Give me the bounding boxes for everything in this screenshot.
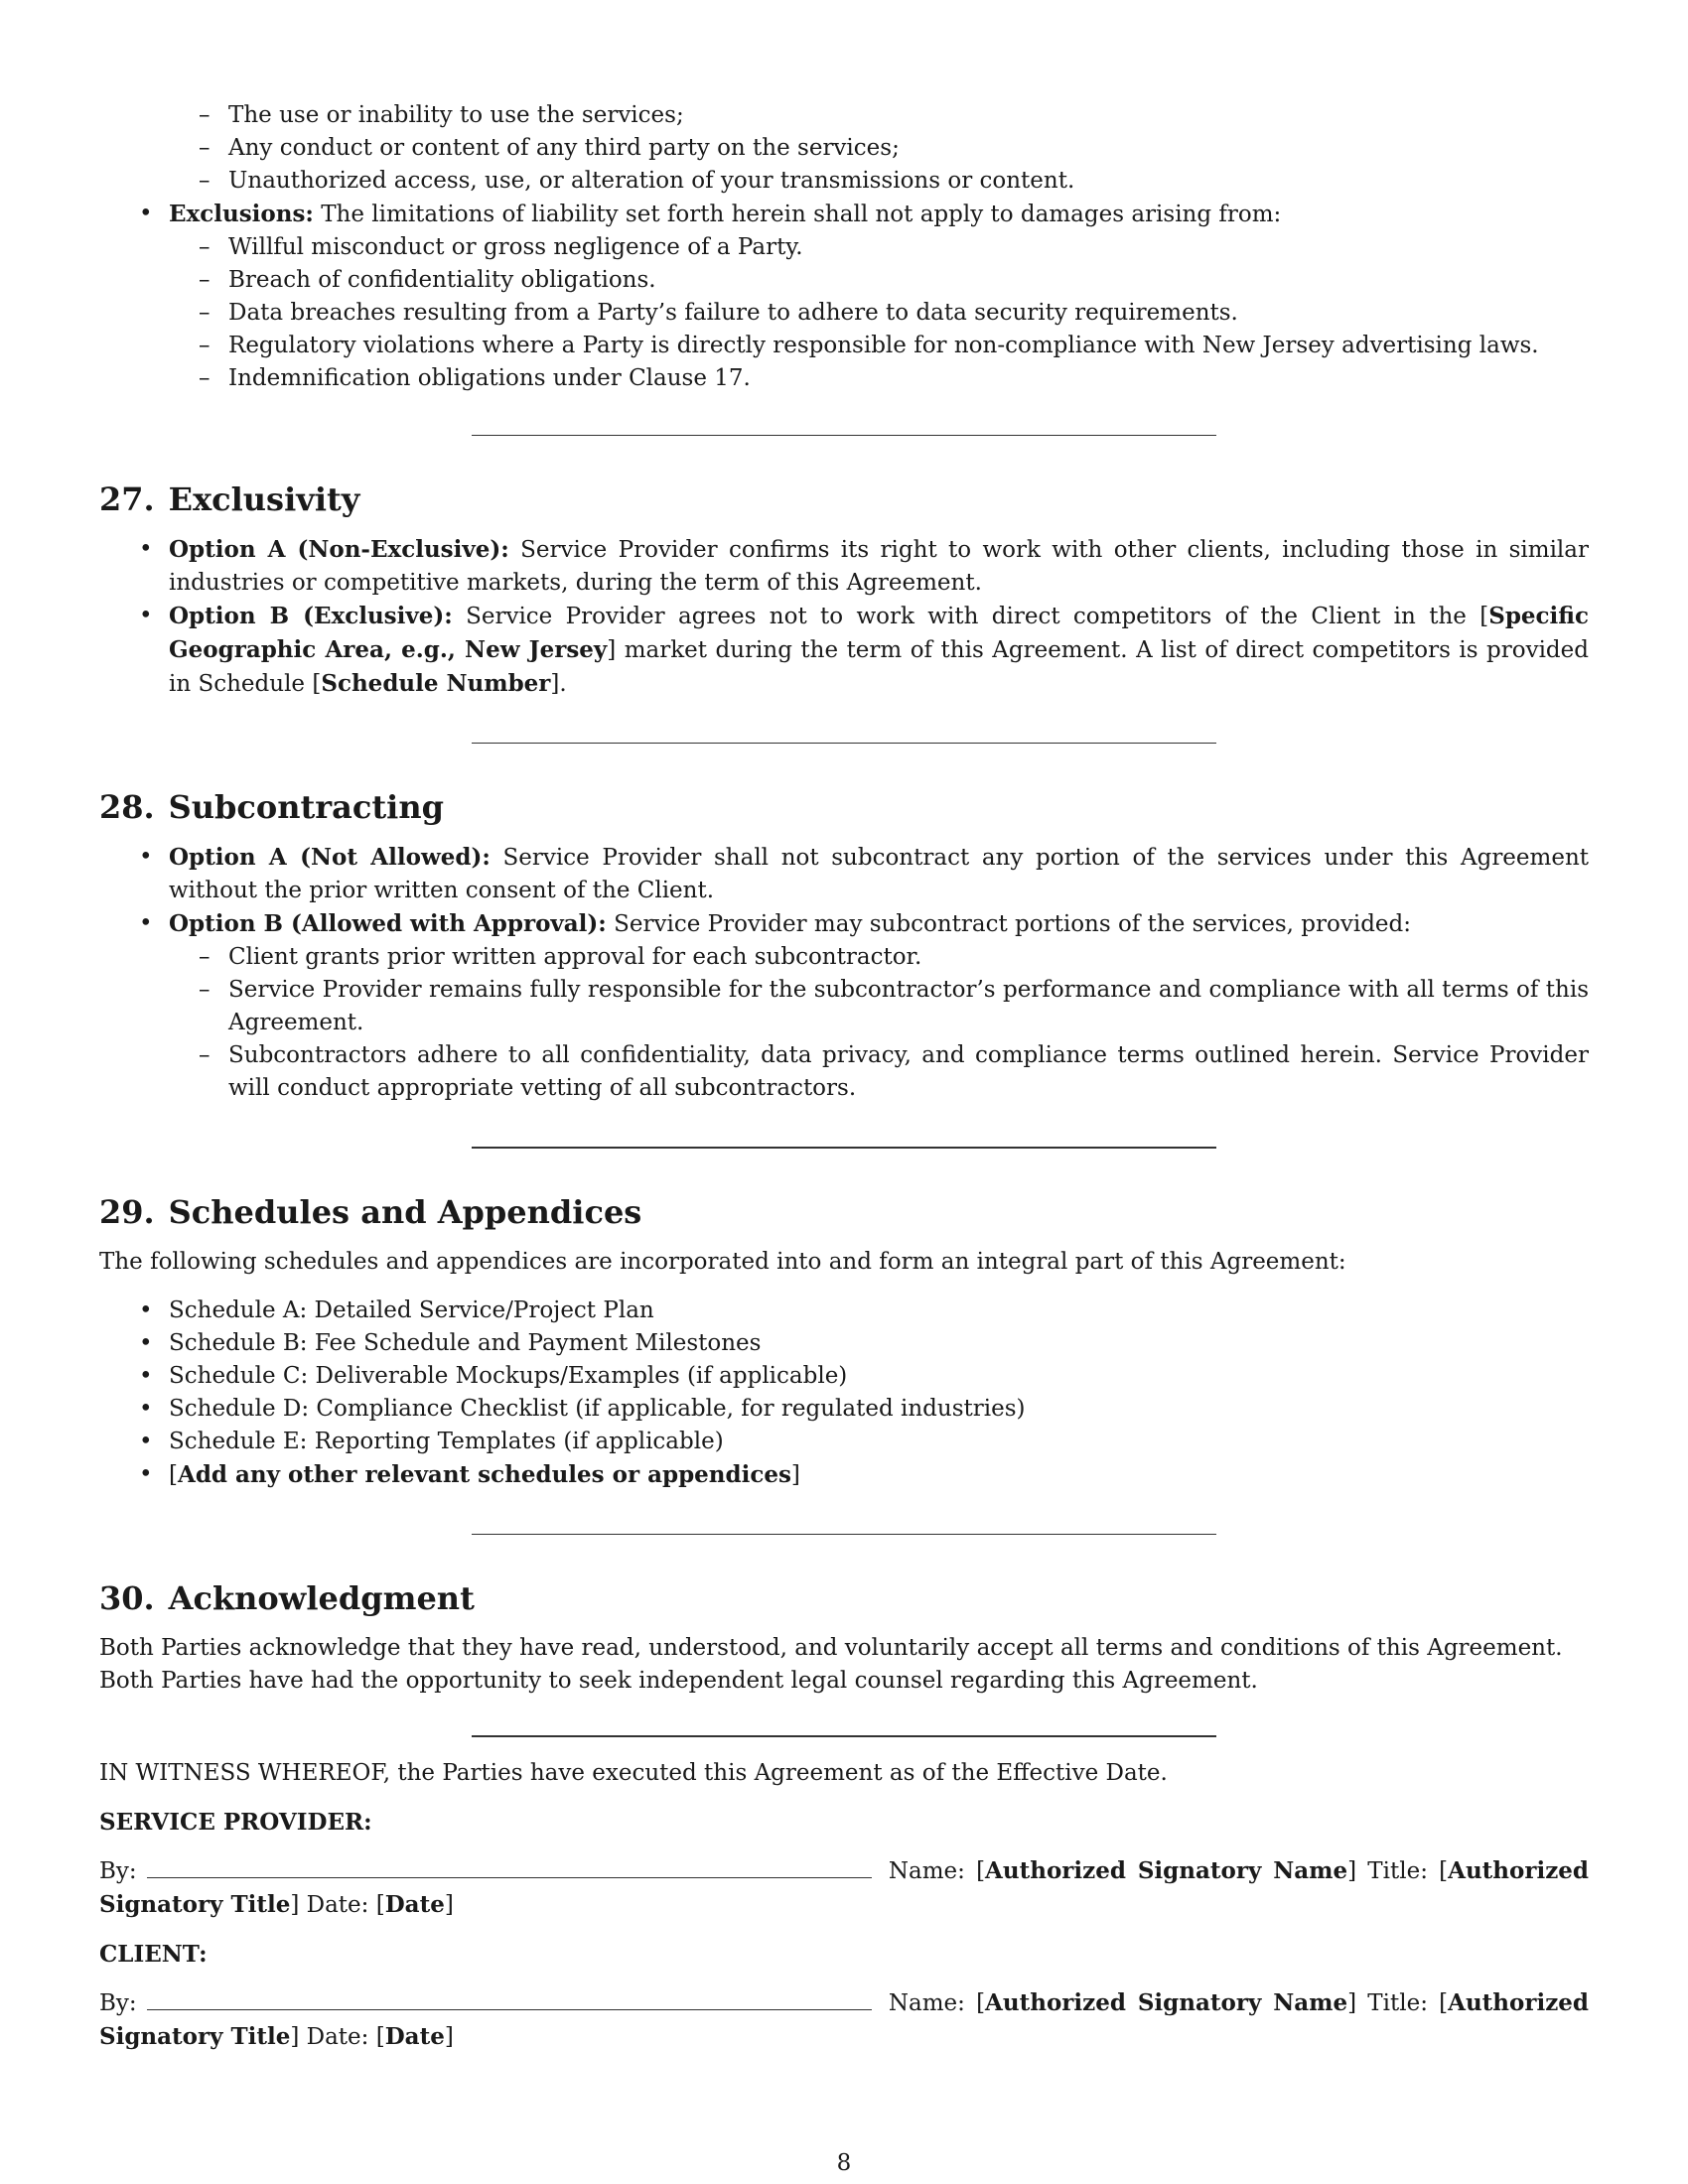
date-label: Date: xyxy=(306,2024,369,2050)
name-placeholder: Authorized Signatory Name xyxy=(985,1857,1348,1884)
section-heading-27 xyxy=(99,479,1589,519)
option-a xyxy=(99,533,1589,600)
subcontracting-options xyxy=(99,841,1589,1105)
schedules-list xyxy=(99,1295,1589,1492)
witness-clause: IN WITNESS WHEREOF, the Parties have executed this Agreement as of the Effective Date. xyxy=(99,1760,1168,1786)
list-item: • Schedule C: Deliverable Mockups/Examples (if applicable) xyxy=(99,1360,1589,1393)
title-placeholder: Authorized Signatory Title xyxy=(99,1857,1589,1918)
section-title: Schedules and Appendices xyxy=(168,1193,642,1231)
list-item: – The use or inability to use the services; xyxy=(99,99,1589,132)
section-number: 28. xyxy=(99,788,155,826)
list-item: – Subcontractors adhere to all confidentiality, data privacy, and compliance terms outlined herein. Service Provider will conduct appropriate vetting of all subcontractors. xyxy=(169,1039,1589,1105)
list-item: – Client grants prior written approval for each subcontractor. xyxy=(169,941,1589,974)
placeholder-area: Specific Geographic Area, e.g., New Jersey xyxy=(169,603,1589,663)
bracket: ] xyxy=(790,1462,800,1488)
date-placeholder: Date xyxy=(384,2023,445,2050)
exclusions-sub-list xyxy=(169,231,1589,395)
provider-signature-line[interactable] xyxy=(147,1855,872,1878)
option-a xyxy=(99,841,1589,907)
option-text: ]. xyxy=(550,671,567,697)
exclusions-item xyxy=(99,198,1589,395)
list-item: • Schedule D: Compliance Checklist (if applicable, for regulated industries) xyxy=(99,1393,1589,1426)
section-heading-28 xyxy=(99,787,1589,827)
name-label: Name: xyxy=(888,1990,965,2016)
section-number: 30. xyxy=(99,1579,155,1617)
exclusions-list xyxy=(99,198,1589,395)
provider-heading: SERVICE PROVIDER: xyxy=(99,1809,372,1836)
option-text: ] market during the term of this Agreement. A list of direct competitors is provided in Schedule [ xyxy=(169,637,1589,697)
list-item: • Schedule E: Reporting Templates (if applicable) xyxy=(99,1426,1589,1458)
name-label: Name: xyxy=(888,1858,965,1884)
option-label: Option B (Exclusive): xyxy=(169,603,453,629)
name-placeholder: Authorized Signatory Name xyxy=(985,1989,1348,2016)
option-label: Option B (Allowed with Approval): xyxy=(169,910,607,937)
option-text: Service Provider shall not subcontract any portion of the services under this Agreement without the prior written consent of the Client. xyxy=(169,845,1590,903)
client-signature-line[interactable] xyxy=(147,1987,872,2010)
date-placeholder: Date xyxy=(384,1891,445,1918)
option-text: Service Provider agrees not to work with direct competitors of the Client in the [ xyxy=(466,604,1489,629)
list-item xyxy=(99,1458,1589,1492)
list-item: – Willful misconduct or gross negligence of a Party. xyxy=(169,231,1589,264)
section-heading-30 xyxy=(99,1578,1589,1618)
title-label: Title: xyxy=(1367,1858,1428,1884)
list-item: – Breach of confidentiality obligations. xyxy=(169,264,1589,297)
option-b xyxy=(99,600,1589,701)
option-label: Option A (Not Allowed): xyxy=(169,844,491,871)
option-text: Service Provider confirms its right to work with other clients, including those in similar industries or competitive markets, during the term of this Agreement. xyxy=(169,537,1589,596)
by-label: By: xyxy=(99,1858,137,1884)
section-number: 29. xyxy=(99,1193,155,1231)
section-title: Exclusivity xyxy=(168,480,360,518)
exclusions-text: The limitations of liability set forth herein shall not apply to damages arising from: xyxy=(321,202,1282,227)
option-b-conditions xyxy=(169,941,1589,1105)
placeholder-schedules: Add any other relevant schedules or appendices xyxy=(177,1461,791,1488)
client-signature-block: By: Name: [Authorized Signatory Name] Title: [Authorized Signatory Title] Date: [Date] xyxy=(99,1989,1589,2050)
liability-sub-list xyxy=(99,99,1589,198)
list-item: • Schedule A: Detailed Service/Project Plan xyxy=(99,1295,1589,1327)
title-label: Title: xyxy=(1367,1990,1428,2016)
option-label: Option A (Non-Exclusive): xyxy=(169,536,509,563)
list-item: • Schedule B: Fee Schedule and Payment Milestones xyxy=(99,1327,1589,1360)
section-heading-29 xyxy=(99,1192,1589,1232)
list-item: – Service Provider remains fully responsible for the subcontractor’s performance and compliance with all terms of this Agreement. xyxy=(169,974,1589,1039)
title-placeholder: Authorized Signatory Title xyxy=(99,1989,1589,2050)
date-label: Date: xyxy=(306,1892,369,1918)
section-title: Acknowledgment xyxy=(168,1579,475,1617)
section-title: Subcontracting xyxy=(168,788,444,826)
list-item: – Indemnification obligations under Clause 17. xyxy=(169,362,1589,395)
schedules-intro: The following schedules and appendices are incorporated into and form an integral part of this Agreement: xyxy=(99,1249,1346,1275)
client-heading: CLIENT: xyxy=(99,1941,208,1968)
provider-signature-block: By: Name: [Authorized Signatory Name] Title: [Authorized Signatory Title] Date: [Date] xyxy=(99,1857,1589,1918)
acknowledgment-text: Both Parties acknowledge that they have read, understood, and voluntarily accept all terms and conditions of this Agreement. Both Parties have had the opportunity to seek independent legal counsel regarding this Agreement. xyxy=(99,1635,1563,1694)
exclusivity-options xyxy=(99,533,1589,701)
bracket: [ xyxy=(169,1462,178,1488)
option-b xyxy=(99,907,1589,1105)
section-number: 27. xyxy=(99,480,155,518)
list-item: – Data breaches resulting from a Party’s failure to adhere to data security requirements. xyxy=(169,297,1589,330)
page-number: 8 xyxy=(836,2150,852,2176)
exclusions-label: Exclusions: xyxy=(169,201,314,227)
placeholder-schedule: Schedule Number xyxy=(321,670,551,697)
document-page xyxy=(99,99,1589,2054)
list-item: – Any conduct or content of any third party on the services; xyxy=(99,132,1589,165)
option-text: Service Provider may subcontract portions of the services, provided: xyxy=(614,911,1412,937)
by-label: By: xyxy=(99,1990,137,2016)
list-item: – Regulatory violations where a Party is directly responsible for non-compliance with New Jersey advertising laws. xyxy=(169,330,1589,362)
list-item: – Unauthorized access, use, or alteration of your transmissions or content. xyxy=(99,165,1589,198)
